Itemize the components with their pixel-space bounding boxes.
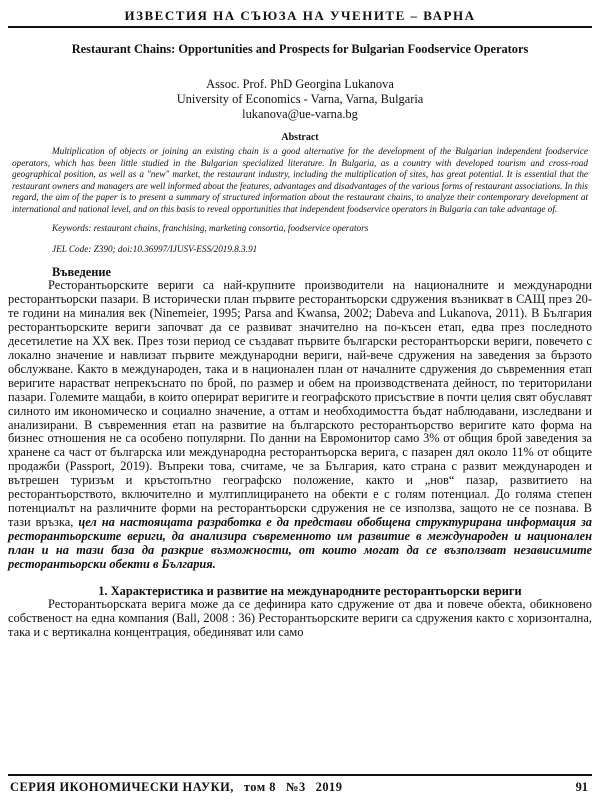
intro-paragraph	[8, 279, 592, 572]
author-name: Assoc. Prof. PhD Georgina Lukanova	[206, 77, 394, 91]
page-footer	[8, 774, 592, 796]
volume: том 8	[243, 780, 276, 794]
author-email: lukanova@ue-varna.bg	[242, 107, 358, 121]
intro-heading: Въведение	[52, 265, 112, 279]
author-affiliation: University of Economics - Varna, Varna, Bulgaria	[176, 92, 424, 106]
intro-text: Ресторантьорските вериги са най-крупните производители на националните и международни ресторантьорски пазари. В исторически план първите ресторантьорски сдружения възникват в САЩ през 20-те години на миналия век (Ninemeier, 1995; Parsa and Kwansa, 2002; Dabeva and Lukanova, 2011). В България ресторантьорските вериги започват да се развиват значително на по-късен етап, едва през последното десетилетие на XX век. През този период се създават първите български ресторантьорски вериги, повечето с локално значение и навлизат първите международни вериги, най-вече сдружения на заведения за бързото обслужване. Както в международен, така и в национален план от началните сдружения до съвременния етап веригите нарастват непрекъснато по брой, по размер и обем на производствената дейност, по територилани пазари. Големите мащаби, в които оперират веригите и географското присъствие в почти целия свят обуславят силното им икономическо и социално значение, а оттам и необходимостта бъдат наблюдавани, изследвани и анализирани. В съвременния етап на развитие на българското ресторантьорство веригите като форма на бизнес отношения не са особено популярни. По данни на Евромонитор само 3% от общия брой заведения за хранене са част от българска или международна ресторантьорска верига, с пазарен дял около 11% от общите продажби (Passport, 2019). Въпреки това, считаме, че за България, като страна с развит международен и вътрешен туризъм и кръстопътно географско положение, както и „нов“ пазар, развитието на ресторантьорството, включително и мултиплицирането на обекти е с голям потенциал. До голяма степен потенциалът на различните форми на ресторантьорски сдружения не се използва, защото не се познава. В тази връзка,	[8, 278, 592, 530]
footer-series	[10, 777, 342, 797]
abstract-heading: Abstract	[281, 132, 319, 143]
jel-code: JEL Code: Z390; doi:10.36997/IJUSV-ESS/2019.8.3.91	[52, 243, 258, 254]
page-number: 91	[575, 780, 588, 794]
abstract-text: Multiplication of objects or joining an existing chain is a good alternative for the development of the Bulgarian independent foodservice operators, which has been little studied in the Bulgarian specialized literature. In Bulgaria, as a country with developed tourism and cross-road geographical position, as well as a "new" market, the restaurant industry, including the multiplication of sites, has great potential. It is essential that the restaurant owners and managers are well informed about the features, advantages and disadvantages of the various forms of restaurant associations. In this regard, the aim of the paper is to present a summary of structured information about the restaurant chains, to analyze their contemporary development at international and national level, and on this basis to reveal opportunities that independent foodservice operators in Bulgaria can take advantage of.	[12, 146, 588, 214]
year: 2019	[315, 780, 343, 794]
page-content	[8, 36, 592, 640]
series-name: СЕРИЯ ИКОНОМИЧЕСКИ НАУКИ,	[10, 780, 234, 794]
issue: №3	[286, 780, 306, 794]
article-title: Restaurant Chains: Opportunities and Prospects for Bulgarian Foodservice Operators	[71, 42, 529, 56]
journal-title: ИЗВЕСТИЯ НА СЪЮЗА НА УЧЕНИТЕ – ВАРНА	[124, 8, 476, 23]
journal-header	[8, 6, 592, 28]
section-1-paragraph: Ресторантьорската верига може да се дефинира като сдружение от два и повече обекта, обикновено собственост на една компания (Ball, 2008 : 36) Ресторантьорските вериги са сдружения както с хоризонтална, така и с вертикална концентрация, обединяват или само	[8, 597, 592, 639]
section-1-heading: 1. Характеристика и развитие на международните ресторантьорски вериги	[98, 584, 522, 599]
keywords: Keywords: restaurant chains, franchising, marketing consortia, foodservice operators	[52, 223, 369, 233]
intro-aim-text: цел на настоящата разработка е да представи обобщена структурирана информация за ресторантьорските вериги, да анализира съвременното им развитие в международен и национален план и на тази база да разкрие възможности, от които могат да се възползват независимите ресторантьорски обекти в България.	[8, 515, 592, 572]
